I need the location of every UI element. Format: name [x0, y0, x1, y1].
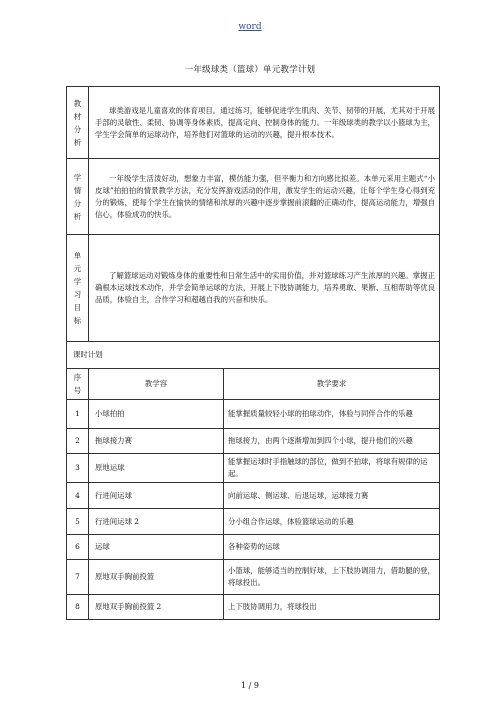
page-number: 1 / 9	[241, 681, 259, 690]
section-text: 球类游戏是儿童喜欢的体育项目。通过练习，能够促进学生肌肉、关节、韧带的开展，尤其对于开展手部的灵敏性、柔韧、协调等身体素质，提高定向、控制身体的能力。一年级球类的教学以小篮球为主，学生学会简单的运球动作，培养他们对篮球的运动的兴趣，提升根本技术。	[89, 87, 440, 159]
row-num: 6	[67, 535, 89, 560]
row-requirement: 能掌握运球时手指触球的部位，做到不拍球，将球有规律的运起。	[224, 454, 440, 483]
row-num: 1	[67, 400, 89, 429]
row-content: 行进间运球	[89, 483, 224, 509]
section-teaching-material	[67, 87, 440, 159]
unit-plan-table	[66, 86, 440, 620]
row-requirement: 各种姿势的运球	[224, 535, 440, 560]
section-label-cell: 教 材 分 析	[67, 87, 89, 159]
header-content: 教学容	[89, 369, 224, 400]
table-row	[67, 509, 440, 535]
header-requirement: 教学要求	[224, 369, 440, 400]
row-num: 5	[67, 509, 89, 535]
row-requirement: 小篮球，能够适当的控制好球，上下肢协调用力，借助腿的登，将球投出。	[224, 560, 440, 595]
row-requirement: 拖球接力，由两个逐渐增加到四个小球，提升他们的兴趣	[224, 429, 440, 454]
row-content: 原地双手胸前投篮 2	[89, 595, 224, 620]
row-num: 7	[67, 560, 89, 595]
lesson-plan-label-row	[67, 342, 440, 369]
row-requirement: 分小组合作运球，体验篮球运动的乐趣	[224, 509, 440, 535]
row-num: 8	[67, 595, 89, 620]
row-num: 2	[67, 429, 89, 454]
section-text: 一年级学生活泼好动，想象力丰富，模仿能力强，但平衡力和方向感比拟差。本单元采用主题式“小皮球”拍拍拍的情景教学方法，充分发挥游戏活动的作用，激发学生的运动兴趣，让每个学生身心得到充分的锻炼，使每个学生在愉快的情绪和浓厚的兴趣中逐步掌握前滚翻的正确动作，提高运动能力，增强自信心，体验成功的快乐。	[89, 159, 440, 235]
header-num: 序 号	[67, 369, 89, 400]
section-learning-goals	[67, 235, 440, 342]
table-row	[67, 483, 440, 509]
header-word-link[interactable]: word	[238, 22, 262, 32]
table-row	[67, 429, 440, 454]
row-content: 运球	[89, 535, 224, 560]
section-label-cell: 单 元 学 习 目 标	[67, 235, 89, 342]
table-row	[67, 595, 440, 620]
row-num: 4	[67, 483, 89, 509]
row-content: 拖球接力赛	[89, 429, 224, 454]
row-requirement: 能掌握质量较轻小球的拍球动作，体验与同伴合作的乐趣	[224, 400, 440, 429]
row-content: 原地双手胸前投篮	[89, 560, 224, 595]
lesson-header-row	[67, 369, 440, 400]
table-row	[67, 560, 440, 595]
table-row	[67, 454, 440, 483]
row-requirement: 上下肢协调用力，将球投出	[224, 595, 440, 620]
section-student-analysis	[67, 159, 440, 235]
row-content: 原地运球	[89, 454, 224, 483]
row-num: 3	[67, 454, 89, 483]
lesson-rows	[67, 400, 440, 620]
section-label-cell: 学 情 分 析	[67, 159, 89, 235]
row-content: 行进间运球 2	[89, 509, 224, 535]
table-row	[67, 400, 440, 429]
row-requirement: 向前运球、侧运球、后退运球，运球接力赛	[224, 483, 440, 509]
document-title: 一年级球类（篮球）单元教学计划	[184, 65, 316, 75]
section-text: 了解篮球运动对锻炼身体的重要性和日常生活中的实用价值，并对篮球练习产生浓厚的兴趣。掌握正确根本运球技术动作，并学会简单运球的方法，开展上下肢协调能力，培养勇敢、果断、互相帮助等优良品质，体验自主，合作学习和超越自我的兴奋和快乐。	[89, 235, 440, 342]
lesson-plan-label: 课时计划	[67, 342, 440, 369]
table-row	[67, 535, 440, 560]
row-content: 小球拍拍	[89, 400, 224, 429]
